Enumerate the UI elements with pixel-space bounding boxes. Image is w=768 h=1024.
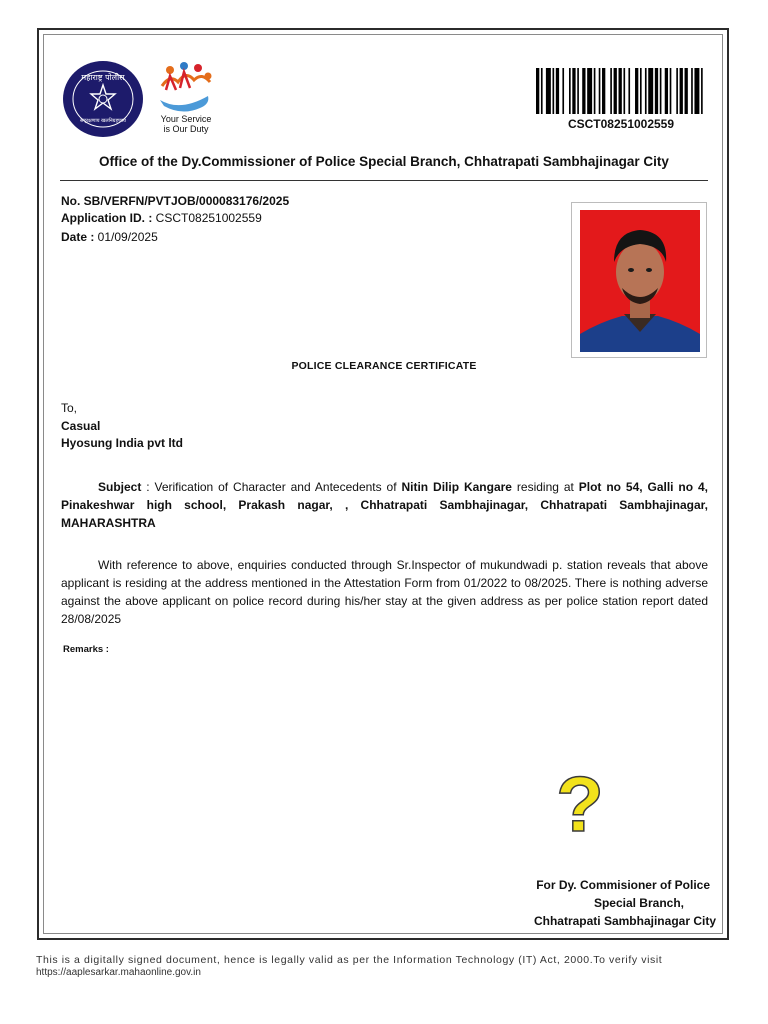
date-label: Date :: [61, 230, 95, 244]
duty-tagline-1: Your Service: [160, 114, 212, 124]
barcode-number: CSCT08251002559: [567, 117, 675, 131]
barcode-icon: [536, 68, 706, 114]
maharashtra-police-seal-icon: [62, 60, 144, 138]
recipient-line-1: Casual: [61, 419, 101, 433]
unverified-signature-question-icon: [553, 765, 607, 837]
svg-text:?: ?: [556, 765, 604, 837]
subject-text: : Verification of Character and Antecedents of: [141, 480, 402, 494]
applicant-photo-frame: [571, 202, 707, 358]
header-divider: [60, 180, 708, 181]
signature-line-1: For Dy. Commisioner of Police: [536, 878, 710, 892]
digital-signature-notice: This is a digitally signed document, hence is legally valid as per the Information Technology (IT) Act, 2000.To verify visit: [36, 954, 663, 966]
duty-tagline-2: is Our Duty: [163, 124, 209, 134]
recipient-to: To,: [61, 401, 78, 415]
recipient-line-2: Hyosung India pvt ltd: [61, 436, 183, 450]
applicant-address: Plot no 54, Galli no 4, Pinakeshwar high school, Prakash nagar, , Chhatrapati Sambhajinagar, Chhatrapati Sambhajinagar, MAHARASHTRA: [61, 480, 709, 530]
seal-text-top: महाराष्ट्र पोलीस: [81, 73, 125, 82]
application-id: [61, 211, 262, 225]
applicant-name: Nitin Dilip Kangare: [401, 480, 512, 494]
signature-line-2: Special Branch,: [593, 896, 684, 910]
subject-paragraph: [61, 478, 708, 532]
application-id-value: CSCT08251002559: [152, 211, 262, 225]
remarks-label: Remarks :: [63, 644, 109, 655]
applicant-photo: [580, 210, 700, 352]
date-value: 01/09/2025: [94, 230, 158, 244]
office-title: Office of the Dy.Commissioner of Police Special Branch, Chhatrapati Sambhajinagar City: [99, 154, 669, 169]
verification-url: https://aaplesarkar.mahaonline.gov.in: [36, 967, 201, 978]
residing-text: residing at: [516, 480, 579, 494]
your-service-logo-icon: [150, 60, 222, 136]
body-paragraph: With reference to above, enquiries conducted through Sr.Inspector of mukundwadi p. station reveals that above applicant is residing at the address mentioned in the Attestation Form from 01/2022 to 08/2025. There is nothing adverse against the above applicant on police record during his/her stay at the given address as per police station report dated 28/08/2025: [61, 558, 708, 626]
reference-number: No. SB/VERFN/PVTJOB/000083176/2025: [61, 194, 290, 208]
signature-line-3: Chhatrapati Sambhajinagar City: [533, 914, 716, 928]
application-id-label: Application ID. :: [61, 211, 153, 225]
certificate-title: POLICE CLEARANCE CERTIFICATE: [291, 360, 477, 372]
subject-label: Subject: [98, 480, 142, 494]
issue-date: [61, 230, 158, 244]
seal-text-bottom: सद्‌रक्षणाय खलनिग्रहणाय: [80, 118, 126, 124]
